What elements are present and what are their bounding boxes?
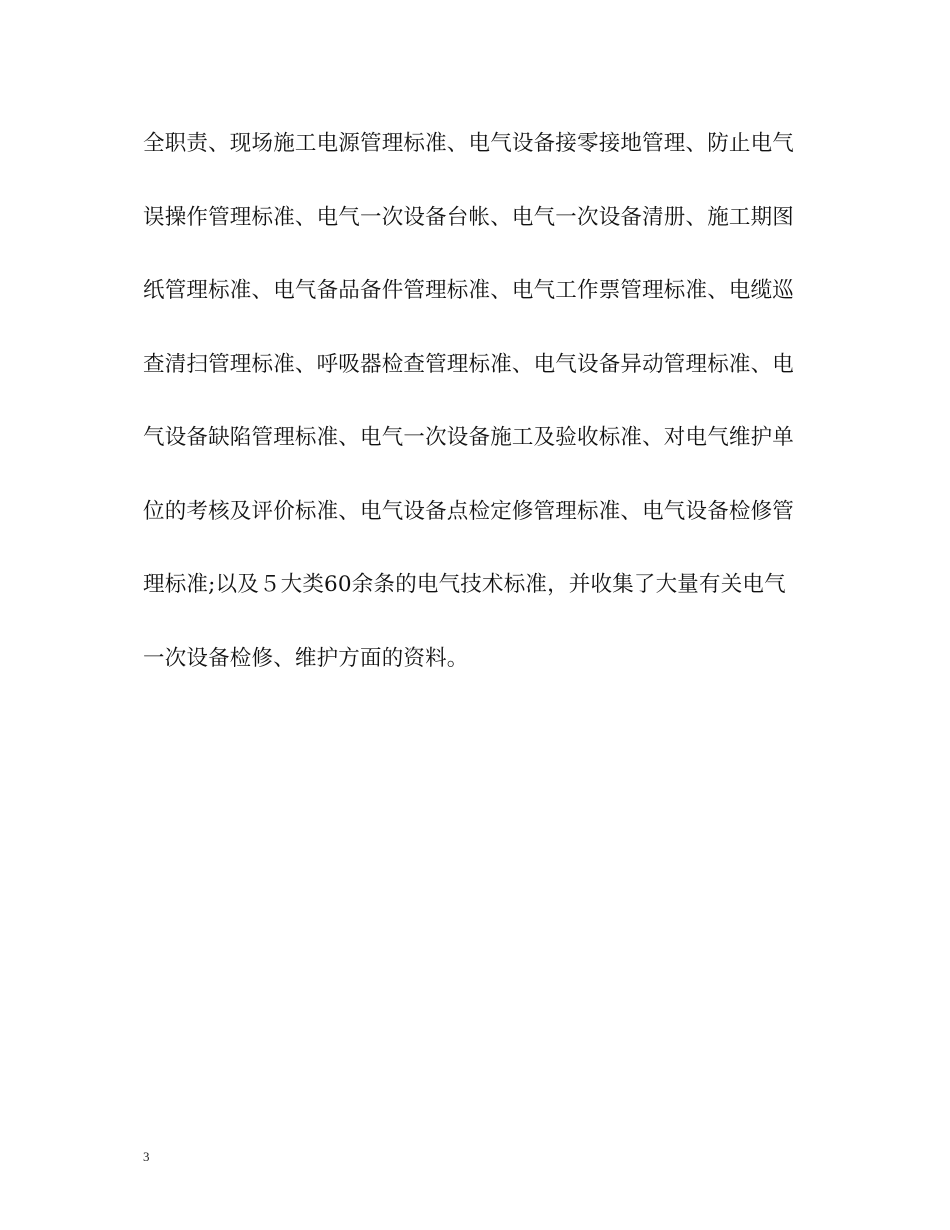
paragraph-line-3: 纸管理标准、电气备品备件管理标准、电气工作票管理标准、电缆巡 [143, 278, 795, 303]
paragraph-line-7: 理标准;以及５大类60余条的电气技术标准，并收集了大量有关电气 [143, 572, 786, 597]
paragraph-line-6: 位的考核及评价标准、电气设备点检定修管理标准、电气设备检修管 [143, 498, 795, 524]
paragraph-line-1: 全职责、现场施工电源管理标准、电气设备接零接地管理、防止电气 [143, 131, 795, 156]
paragraph-line-2: 误操作管理标准、电气一次设备台帐、电气一次设备清册、施工期图 [143, 204, 795, 230]
paragraph-line-4: 查清扫管理标准、呼吸器检查管理标准、电气设备异动管理标准、电 [143, 351, 795, 377]
paragraph-line-8: 一次设备检修、维护方面的资料。 [143, 645, 469, 671]
paragraph-line-5: 气设备缺陷管理标准、电气一次设备施工及验收标准、对电气维护单 [143, 425, 795, 450]
page-number: 3 [143, 1149, 150, 1164]
body-paragraph [143, 122, 803, 710]
